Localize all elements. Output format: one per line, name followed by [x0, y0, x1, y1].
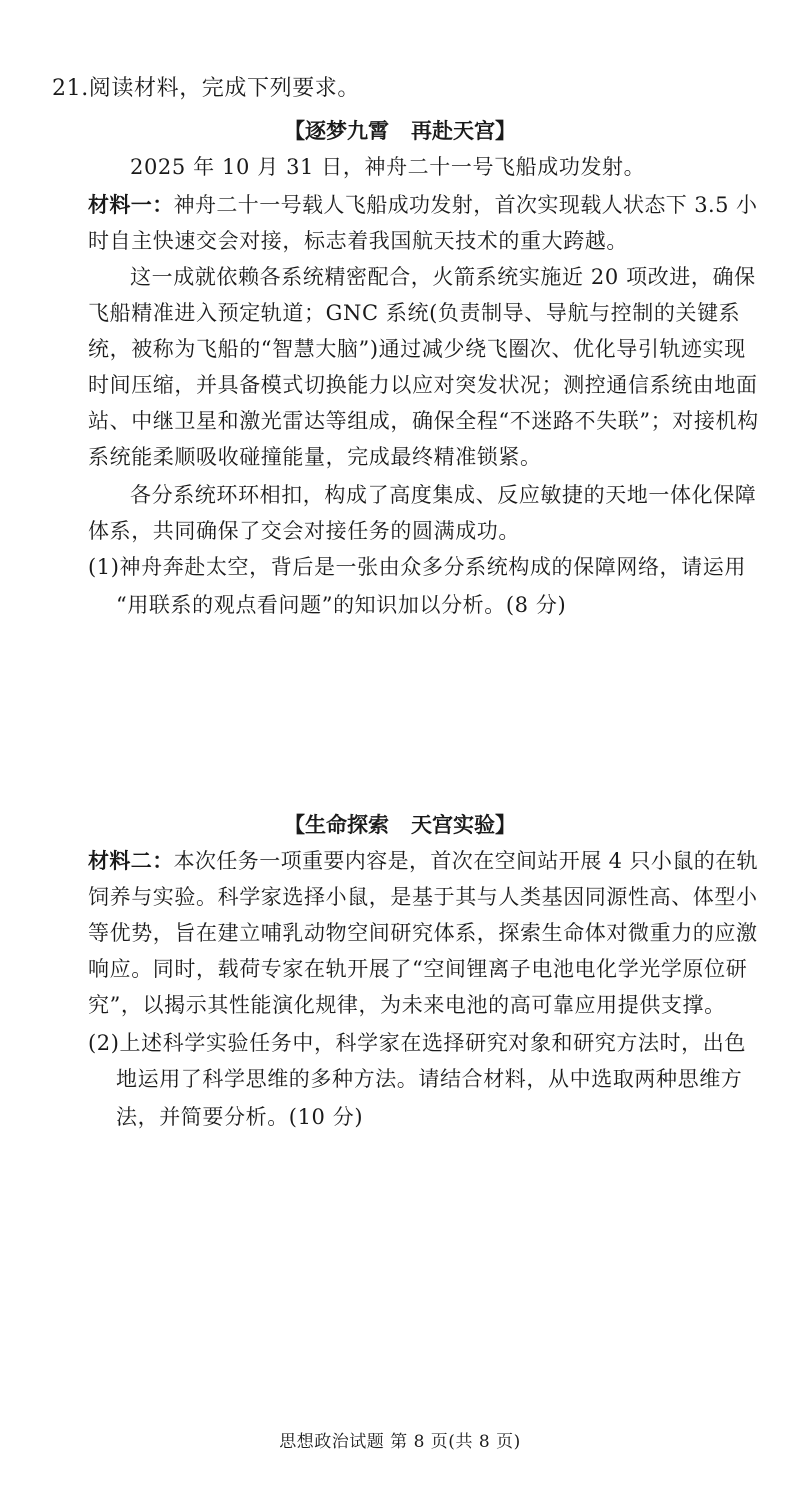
section1-intro: 2025 年 10 月 31 日，神舟二十一号飞船成功发射。: [130, 155, 646, 179]
section2-paragraph-line: 饲养与实验。科学家选择小鼠，是基于其与人类基因同源性高、体型小: [88, 885, 758, 909]
section1-paragraph-line: 体系，共同确保了交会对接任务的圆满成功。: [88, 519, 520, 543]
section1-paragraph-line: 系统能柔顺吸收碰撞能量，完成最终精准锁紧。: [88, 445, 542, 469]
page-footer: 思想政治试题 第 8 页(共 8 页): [279, 1432, 521, 1452]
section1-paragraph-line: 站、中继卫星和激光雷达等组成，确保全程“不迷路不失联”；对接机构: [88, 409, 759, 433]
section1-paragraph-line: 这一成就依赖各系统精密配合，火箭系统实施近 20 项改进，确保: [130, 265, 756, 289]
section2-paragraph-line: 究”，以揭示其性能演化规律，为未来电池的高可靠应用提供支撑。: [88, 993, 726, 1017]
section1-text: 神舟二十一号载人飞船成功发射，首次实现载人状态下 3.5 小: [173, 193, 758, 217]
question1-line: (1)神舟奔赴太空，背后是一张由众多分系统构成的保障网络，请运用: [88, 555, 746, 579]
section1-paragraph-line: [88, 190, 757, 220]
section1-paragraph-line: 时自主快速交会对接，标志着我国航天技术的重大跨越。: [88, 229, 628, 253]
section2-text: 本次任务一项重要内容是，首次在空间站开展 4 只小鼠的在轨: [173, 849, 758, 873]
question2-line: (2)上述科学实验任务中，科学家在选择研究对象和研究方法时，出色: [88, 1031, 746, 1055]
material2-label: 材料二：: [88, 849, 174, 873]
question-title: 21.阅读材料，完成下列要求。: [52, 76, 360, 101]
section1-paragraph-line: 各分系统环环相扣，构成了高度集成、反应敏捷的天地一体化保障: [130, 483, 757, 507]
question2-line: 法，并简要分析。(10 分): [116, 1105, 364, 1129]
section1-paragraph-line: 统，被称为飞船的“智慧大脑”)通过减少绕飞圈次、优化导引轨迹实现: [88, 337, 746, 361]
material1-label: 材料一：: [88, 193, 174, 217]
section1-title: 【逐梦九霄 再赴天宫】: [284, 119, 516, 143]
section2-paragraph-line: 响应。同时，载荷专家在轨开展了“空间锂离子电池电化学光学原位研: [88, 957, 748, 981]
section1-paragraph-line: 飞船精准进入预定轨道；GNC 系统(负责制导、导航与控制的关键系: [88, 301, 741, 325]
question1-line: “用联系的观点看问题”的知识加以分析。(8 分): [116, 593, 567, 617]
section2-paragraph-line: 等优势，旨在建立哺乳动物空间研究体系，探索生命体对微重力的应激: [88, 921, 758, 945]
section2-title: 【生命探索 天宫实验】: [284, 813, 516, 837]
section1-paragraph-line: 时间压缩，并具备模式切换能力以应对突发状况；测控通信系统由地面: [88, 373, 758, 397]
section2-paragraph-line: [88, 846, 758, 876]
question2-line: 地运用了科学思维的多种方法。请结合材料，从中选取两种思维方: [116, 1067, 743, 1091]
